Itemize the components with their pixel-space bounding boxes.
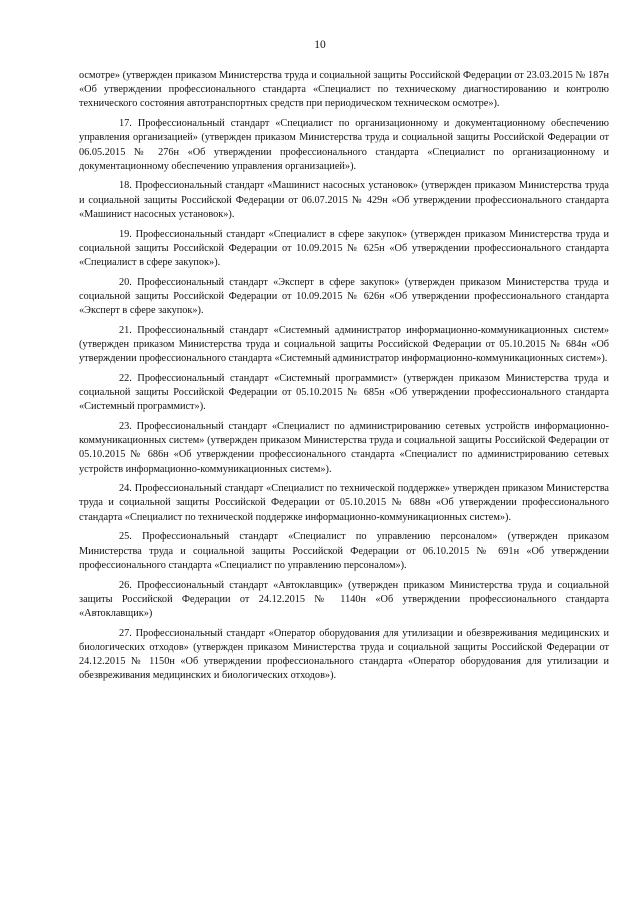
paragraph-item-26: 26. Профессиональный стандарт «Автоклавщик» (утвержден приказом Министерства труда и социальной защиты Российской Федерации от 24.12.2015 № 1140н «Об утверждении профессионального стандарта «Автоклавщик»)	[79, 579, 609, 619]
document-body	[79, 69, 609, 689]
paragraph-item-22: 22. Профессиональный стандарт «Системный программист» (утвержден приказом Министерства труда и социальной защиты Российской Федерации от 05.10.2015 № 685н «Об утверждении профессионального стандарта «Системный программист»).	[79, 372, 609, 413]
paragraph-item-27: 27. Профессиональный стандарт «Оператор оборудования для утилизации и обезвреживания медицинских и биологических отходов» (утвержден приказом Министерства труда и социальной защиты Российской Федерации от 24.12.2015 № 1150н «Об утверждении профессионального стандарта «Оператор оборудования для утилизации и обезвреживания медицинских и биологических отходов»).	[79, 627, 609, 682]
paragraph-continuation: осмотре» (утвержден приказом Министерства труда и социальной защиты Российской Федерации от 23.03.2015 № 187н «Об утверждении профессионального стандарта «Специалист по техническому диагностированию и контролю технического состояния автотранспортных средств при периодическом техническом осмотре»).	[79, 70, 609, 110]
paragraph-item-20: 20. Профессиональный стандарт «Эксперт в сфере закупок» (утвержден приказом Министерства труда и социальной защиты Российской Федерации от 10.09.2015 № 626н «Об утверждении профессионального стандарта «Эксперт в сфере закупок»).	[79, 276, 609, 317]
paragraph-item-23: 23. Профессиональный стандарт «Специалист по администрированию сетевых устройств информационно-коммуникационных систем» (утвержден приказом Министерства труда и социальной защиты Российской Федерации от 05.10.2015 № 686н «Об утверждении профессионального стандарта «Специалист по администрированию сетевых устройств информационно-коммуникационных систем»).	[79, 420, 609, 475]
paragraph-item-18: 18. Профессиональный стандарт «Машинист насосных установок» (утвержден приказом Министерства труда и социальной защиты Российской Федерации от 06.07.2015 № 429н «Об утверждении профессионального стандарта «Машинист насосных установок»).	[79, 180, 609, 220]
paragraph-item-17: 17. Профессиональный стандарт «Специалист по организационному и документационному обеспечению управления организацией» (утвержден приказом Министерства труда и социальной защиты Российской Федерации от 06.05.2015 № 276н «Об утверждении профессионального стандарта «Специалист по организационному и документационному обеспечению управления организацией»).	[79, 118, 609, 172]
paragraph-item-24: 24. Профессиональный стандарт «Специалист по технической поддержке» утвержден приказом Министерства труда и социальной защиты Российской Федерации от 05.10.2015 № 688н «Об утверждении профессионального стандарта «Специалист по технической поддержке информационно-коммуникационных систем»).	[79, 483, 609, 523]
page-number: 10	[314, 39, 326, 51]
paragraph-item-21: 21. Профессиональный стандарт «Системный администратор информационно-коммуникационных систем» (утвержден приказом Министерства труда и социальной защиты Российской Федерации от 05.10.2015 № 684н «Об утверждении профессионального стандарта «Системный администратор информационно-коммуникационных систем»).	[79, 324, 609, 365]
paragraph-item-25: 25. Профессиональный стандарт «Специалист по управлению персоналом» (утвержден приказом Министерства труда и социальной защиты Российской Федерации от 06.10.2015 № 691н «Об утверждении профессионального стандарта «Специалист по управлению персоналом»).	[79, 531, 609, 571]
paragraph-item-19: 19. Профессиональный стандарт «Специалист в сфере закупок» (утвержден приказом Министерства труда и социальной защиты Российской Федерации от 10.09.2015 № 625н «Об утверждении профессионального стандарта «Специалист в сфере закупок»).	[79, 228, 609, 268]
